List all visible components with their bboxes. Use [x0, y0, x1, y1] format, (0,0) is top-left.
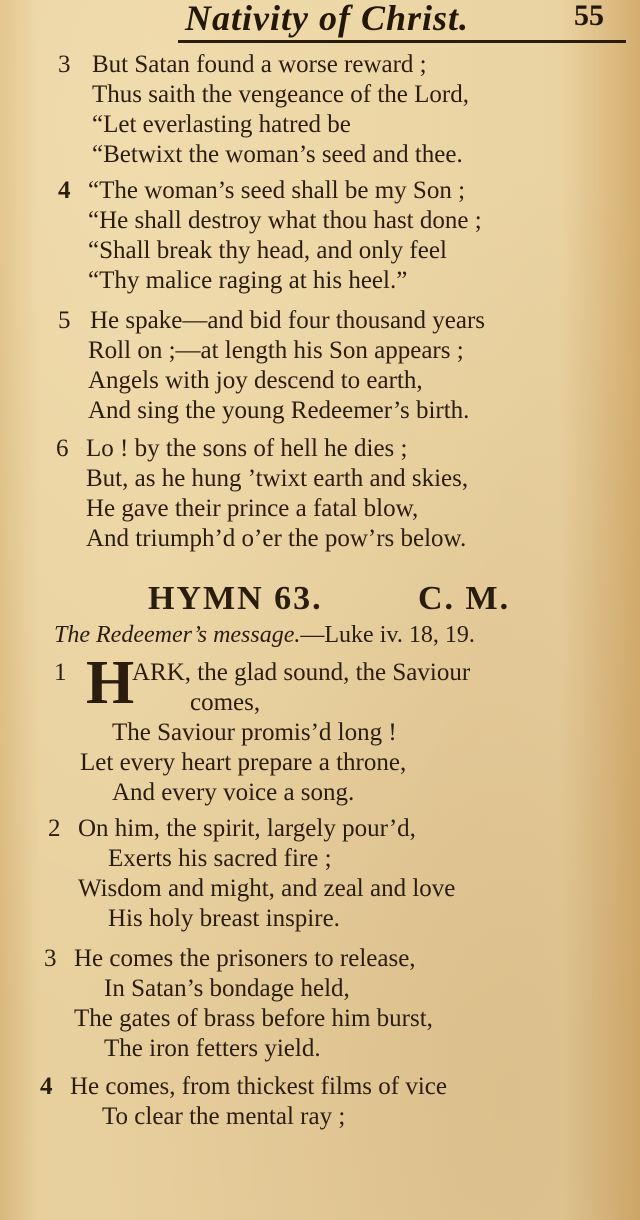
- verse-line: And triumph’d o’er the pow’rs below.: [86, 525, 467, 552]
- drop-cap: H: [86, 649, 135, 717]
- verse-line: In Satan’s bondage held,: [104, 975, 350, 1002]
- verse-line: “Shall break thy head, and only feel: [88, 237, 447, 264]
- verse-line: The iron fetters yield.: [104, 1035, 321, 1062]
- subtitle-italic: The Redeemer’s message.: [54, 622, 301, 648]
- verse-line: Let every heart prepare a throne,: [80, 749, 407, 776]
- verse-line: His holy breast inspire.: [108, 905, 340, 932]
- verse-line: The gates of brass before him burst,: [74, 1005, 433, 1032]
- verse-line: He comes, from thickest films of vice: [70, 1073, 447, 1100]
- page-number: 55: [574, 0, 604, 32]
- scripture-reference: —Luke iv. 18, 19.: [300, 622, 475, 648]
- verse-line: Angels with joy descend to earth,: [88, 367, 423, 394]
- verse-line: The Saviour promis’d long !: [112, 719, 397, 746]
- verse-line: Exerts his sacred fire ;: [108, 845, 332, 872]
- hymn-meter: C. M.: [418, 580, 511, 617]
- verse-line: Lo ! by the sons of hell he dies ;: [86, 435, 408, 462]
- verse-line: Thus saith the vengeance of the Lord,: [92, 81, 469, 108]
- verse-line: And sing the young Redeemer’s birth.: [88, 397, 470, 424]
- verse-line: On him, the spirit, largely pour’d,: [78, 815, 416, 842]
- verse-line: Wisdom and might, and zeal and love: [78, 875, 456, 902]
- verse-line: To clear the mental ray ;: [102, 1103, 346, 1130]
- stanza-number: 5: [58, 307, 71, 334]
- stanza-number: 6: [56, 435, 69, 462]
- verse-line: And every voice a song.: [112, 779, 355, 806]
- stanza-number: 2: [48, 815, 61, 842]
- header-rule: [178, 40, 626, 43]
- verse-line: “Thy malice raging at his heel.”: [88, 267, 408, 294]
- stanza-number: 4: [58, 177, 71, 204]
- running-head: Nativity of Christ.: [185, 0, 470, 38]
- verse-line: But Satan found a worse reward ;: [92, 51, 427, 78]
- verse-line: “Betwixt the woman’s seed and thee.: [92, 141, 463, 168]
- stanza-number: 3: [44, 945, 57, 972]
- stanza-number: 3: [58, 51, 71, 78]
- verse-line: “The woman’s seed shall be my Son ;: [88, 177, 466, 204]
- verse-line: He gave their prince a fatal blow,: [86, 495, 419, 522]
- verse-line: He spake—and bid four thousand years: [90, 307, 486, 334]
- stanza-number: 1: [54, 659, 67, 686]
- hymn-subtitle: [54, 622, 475, 649]
- verse-line: “Let everlasting hatred be: [92, 111, 351, 138]
- verse-line: He comes the prisoners to release,: [74, 945, 416, 972]
- verse-line: Roll on ;—at length his Son appears ;: [88, 337, 464, 364]
- verse-line: “He shall destroy what thou hast done ;: [88, 207, 482, 234]
- hymn-title: HYMN 63.: [148, 580, 323, 617]
- verse-turnover: comes,: [190, 689, 261, 716]
- verse-line: ARK, the glad sound, the Saviour: [132, 659, 471, 686]
- verse-line: But, as he hung ’twixt earth and skies,: [86, 465, 469, 492]
- stanza-number: 4: [40, 1073, 53, 1100]
